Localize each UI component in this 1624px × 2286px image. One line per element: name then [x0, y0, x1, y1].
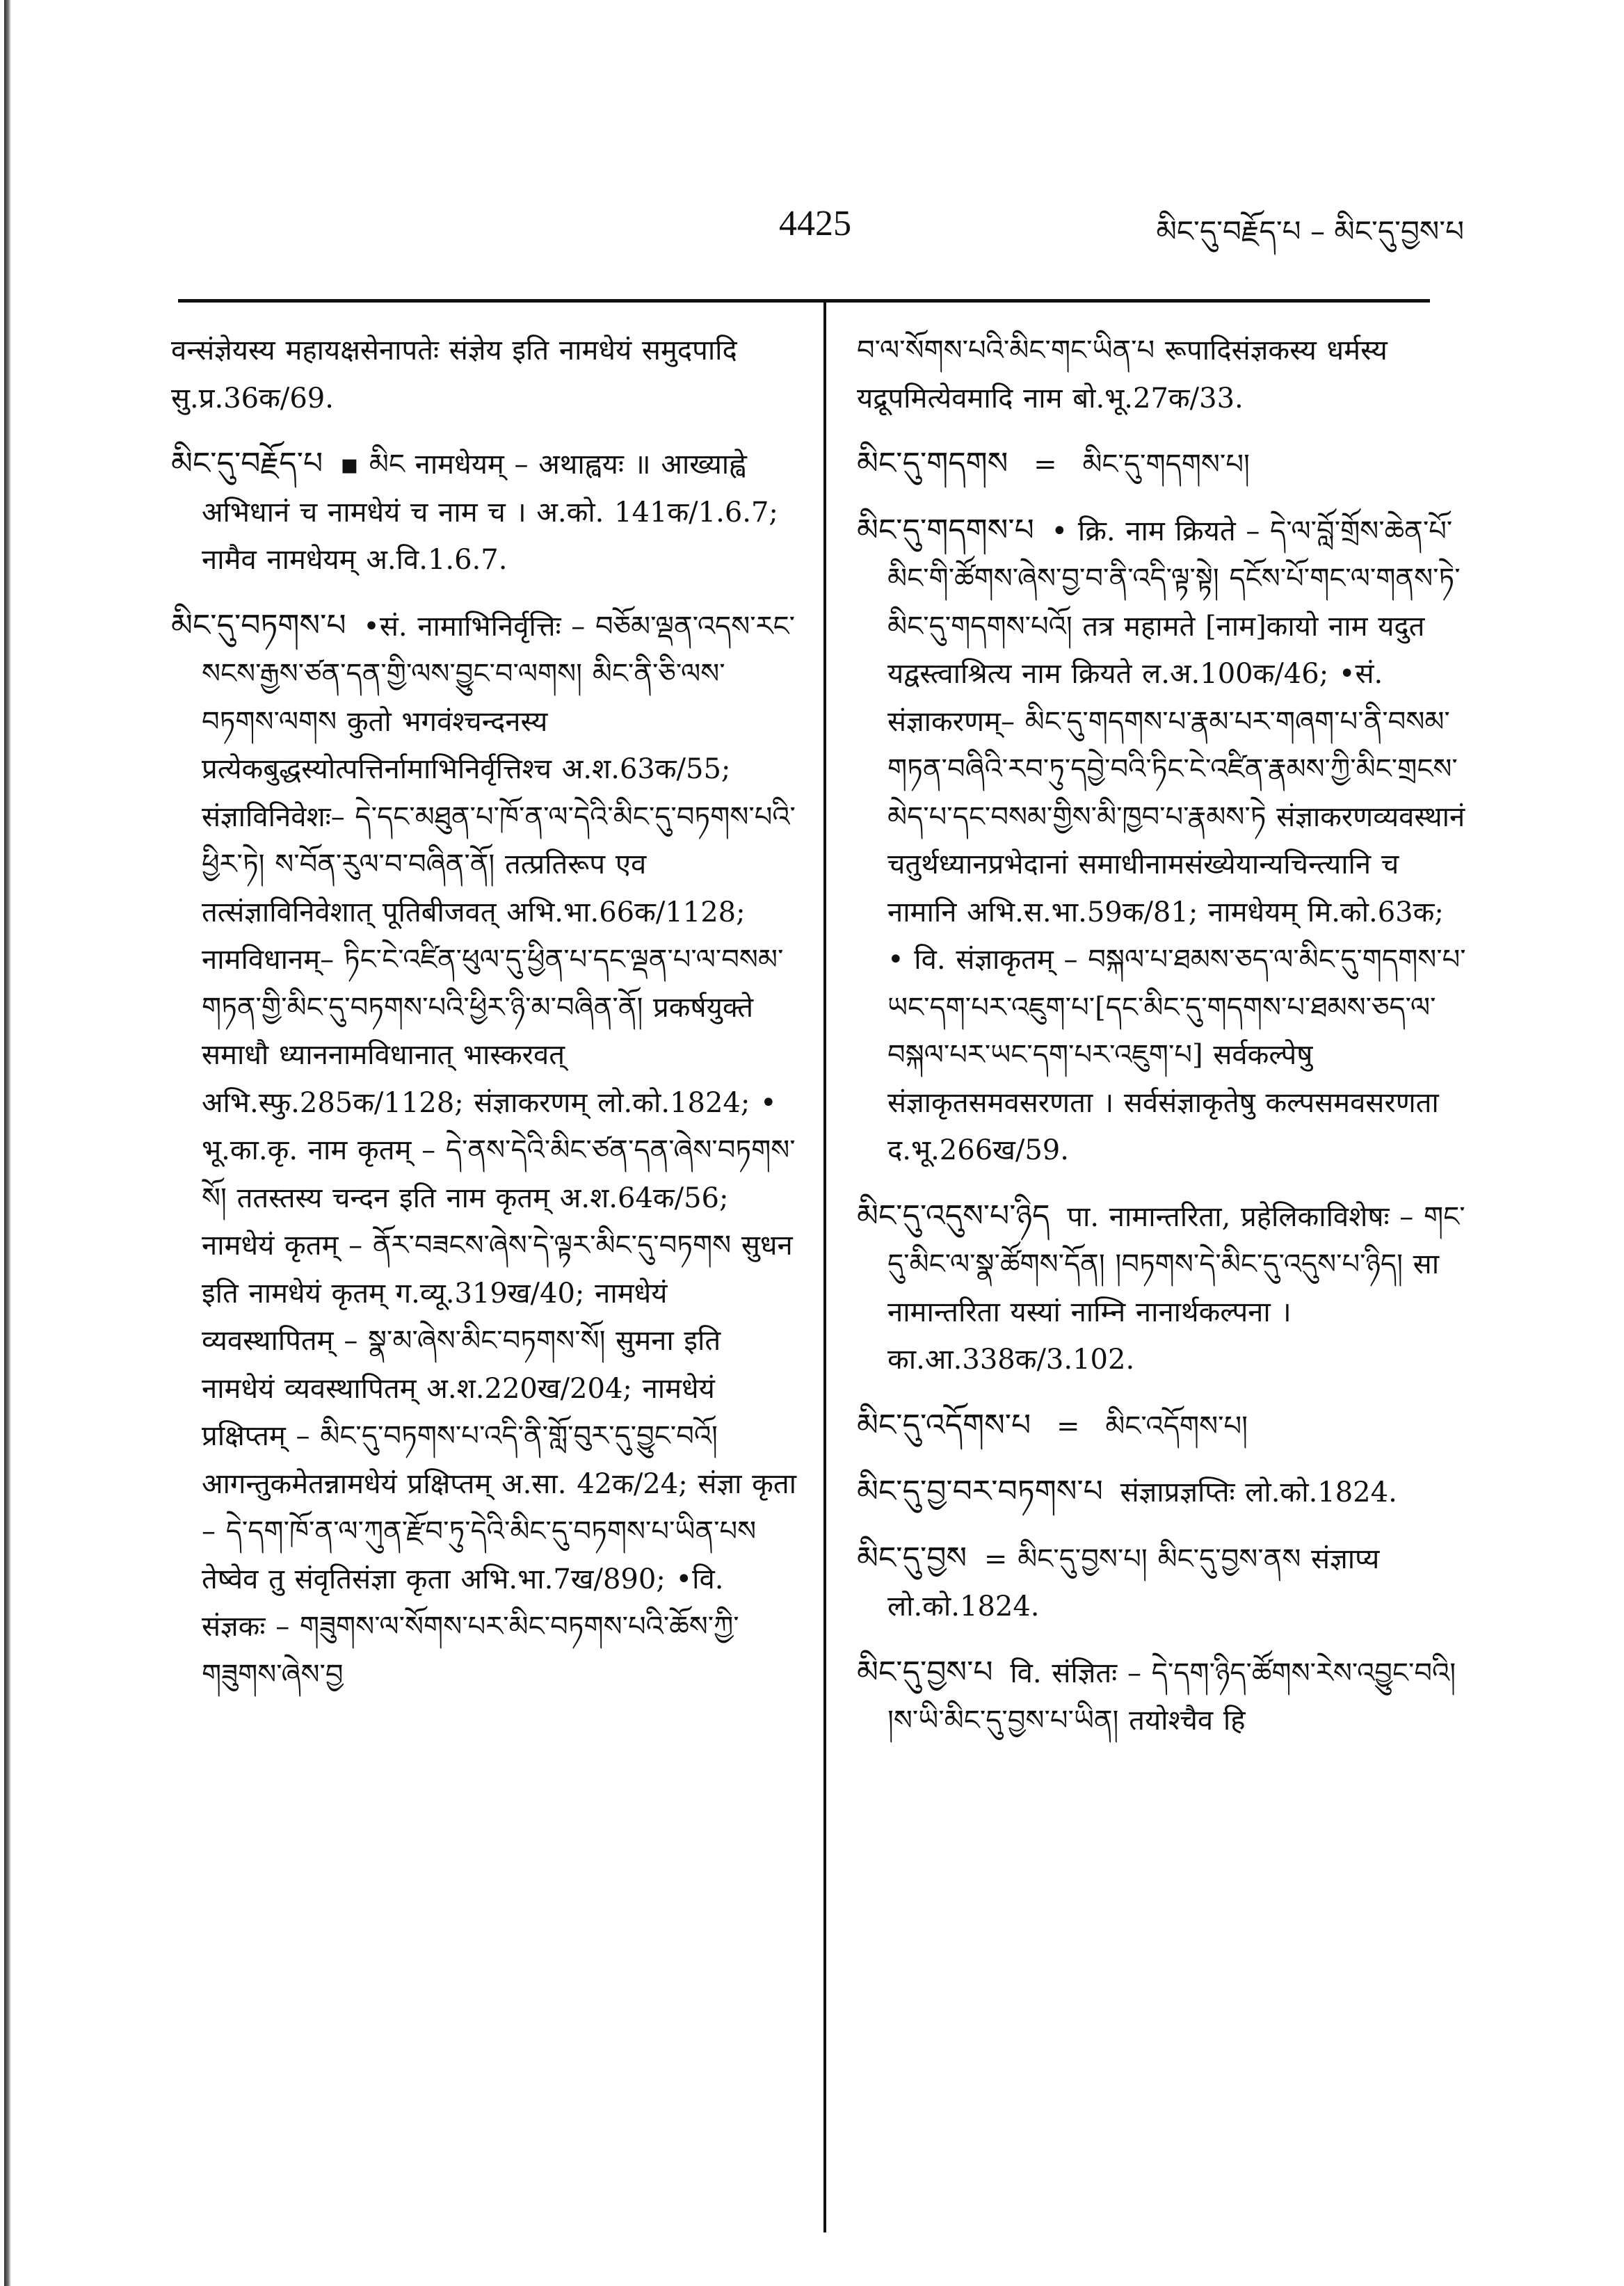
page-binding-edge	[4, 0, 11, 2286]
page-number: 4425	[779, 204, 851, 243]
entry-headword: མིང་དུ་བྱས་པ	[857, 1654, 993, 1690]
entry-headword: མིང་དུ་གདགས་པ	[857, 512, 1034, 548]
entry-text: पा. नामान्तरिता, प्रहेलिकाविशेषः – གང་དུ་མིང་ལ་སྣ་ཚོགས་དོན། །བཏགས་དེ་མིང་དུ་འདུས་པ་ཉིད། सा नामान्तरिता यस्यां नाम्नि नानार्थकल्पना । का.आ.338क/3.102.	[887, 1200, 1465, 1376]
entry-headword: མིང་དུ་འདོགས་པ	[857, 1407, 1031, 1443]
dictionary-entry	[171, 602, 797, 1699]
entry-text: མིང་འདོགས་པ།	[1105, 1410, 1248, 1442]
entry-text: མིང་དུ་གདགས་པ།	[1082, 449, 1250, 481]
entry-text: वन्संज्ञेयस्य महायक्षसेनापतेः संज्ञेय इति नामधेयं समुदपादि सु.प्र.36क/69.	[171, 335, 737, 414]
dictionary-entry-continued	[857, 327, 1469, 422]
dictionary-entry	[857, 1649, 1469, 1745]
dictionary-entry	[857, 507, 1469, 1175]
dictionary-entry-continued	[171, 327, 797, 422]
dictionary-entry	[171, 440, 797, 584]
entry-text: • क्रि. नाम क्रियते – དེ་ལ་བློ་གྲོས་ཆེན་པོ་མིང་གི་ཚོགས་ཞེས་བྱ་བ་ནི་འདི་ལྟ་སྟེ། དངོས་པོ་གང་ལ་གནས་ཏེ་མིང་དུ་གདགས་པའོ། तत्र महामते [नाम]कायो नाम यदुत यद्वस्त्वाश्रित्य नाम क्रियते ल.अ.100क/46; •सं. संज्ञाकरणम्– མིང་དུ་གདགས་པ་རྣམ་པར་གཞག་པ་ནི་བསམ་གཏན་བཞིའི་རབ་ཏུ་དབྱེ་བའི་ཏིང་ངེ་འཛིན་རྣམས་ཀྱི་མིང་གྲངས་མེད་པ་དང་བསམ་གྱིས་མི་ཁྱབ་པ་རྣམས་ཏེ संज्ञाकरणव्यवस्थानं चतुर्थध्यानप्रभेदानां समाधीनामसंख्येयान्यचिन्त्यानि च नामानि अभि.स.भा.59क/81; नामधेयम् मि.को.63क; • वि. संज्ञाकृतम् – བསྐལ་པ་ཐམས་ཅད་ལ་མིང་དུ་གདགས་པ་ཡང་དག་པར་འཇུག་པ་[དང་མིང་དུ་གདགས་པ་ཐམས་ཅད་ལ་བསྐལ་པར་ཡང་དག་པར་འཇུག་པ] सर्वकल्पेषु संज्ञाकृतसमवसरणता । सर्वसंज्ञाकृतेषु कल्पसमवसरणता द.भू.266ख/59.	[887, 515, 1466, 1166]
entry-text: वि. संज्ञितः – དེ་དག་ཉིད་ཚོགས་རེས་འབྱུང་བའི། །ས་ཡི་མིང་དུ་བྱས་པ་ཡིན། तयोश्चैव हि	[887, 1657, 1456, 1737]
entry-text: བ་ལ་སོགས་པའི་མིང་གང་ཡིན་པ रूपादिसंज्ञकस्य धर्मस्य यद्रूपमित्येवमादि नाम बो.भू.27क/33.	[857, 335, 1388, 414]
right-column	[857, 327, 1469, 1763]
column-divider	[823, 299, 826, 2232]
entry-text: संज्ञाप्रज्ञप्तिः लो.को.1824.	[1120, 1476, 1397, 1508]
dictionary-entry	[857, 440, 1469, 489]
entry-headword: མིང་དུ་འདུས་པ་ཉིད	[857, 1198, 1050, 1234]
entry-headword: མིང་དུ་བྱས	[857, 1540, 967, 1576]
page-header	[0, 0, 1624, 278]
dictionary-entry	[857, 1402, 1469, 1451]
left-column	[171, 327, 797, 1716]
cross-reference-sign: =	[1056, 1410, 1080, 1442]
dictionary-entry	[857, 1468, 1469, 1517]
running-head: མིང་དུ་བརྗོད་པ – མིང་དུ་བྱས་པ	[1156, 214, 1464, 248]
entry-headword: མིང་དུ་བཏགས་པ	[171, 607, 346, 643]
entry-text: •सं. नामाभिनिर्वृत्तिः – བཅོམ་ལྡན་འདས་རང་སངས་རྒྱས་ཙན་དན་གྱི་ལས་བྱུང་བ་ལགས། མིང་ནི་ཅི་ལས་བཏགས་ལགས कुतो भगवंश्चन्दनस्य प्रत्येकबुद्धस्योत्पत्तिर्नामाभिनिर्वृत्तिश्च अ.श.63क/55; संज्ञाविनिवेशः– དེ་དང་མཐུན་པ་ཁོ་ན་ལ་དེའི་མིང་དུ་བཏགས་པའི་ཕྱིར་ཏེ། ས་བོན་རུལ་བ་བཞིན་ནོ། तत्प्रतिरूप एव तत्संज्ञाविनिवेशात् पूतिबीजवत् अभि.भा.66क/1128; नामविधानम्– ཏིང་ངེ་འཛིན་ཕུལ་དུ་ཕྱིན་པ་དང་ལྡན་པ་ལ་བསམ་གཏན་གྱི་མིང་དུ་བཏགས་པའི་ཕྱིར་ཉི་མ་བཞིན་ནོ། प्रकर्षयुक्ते समाधौ ध्याननामविधानात् भास्करवत् अभि.स्फु.285क/1128; संज्ञाकरणम् लो.को.1824; • भू.का.कृ. नाम कृतम् – དེ་ནས་དེའི་མིང་ཙན་དན་ཞེས་བཏགས་སོ། ततस्तस्य चन्दन इति नाम कृतम् अ.श.64क/56; नामधेयं कृतम् – ནོར་བཟངས་ཞེས་དེ་ལྟར་མིང་དུ་བཏགས सुधन इति नामधेयं कृतम् ग.व्यू.319ख/40; नामधेयं व्यवस्थापितम् – སྣ་མ་ཞེས་མིང་བཏགས་སོ། सुमना इति नामधेयं व्यवस्थापितम् अ.श.220ख/204; नामधेयं प्रक्षिप्तम् – མིང་དུ་བཏགས་པ་འདི་ནི་གློ་བུར་དུ་བྱུང་བའོ། आगन्तुकमेतन्नामधेयं प्रक्षिप्तम् अ.सा. 42क/24; संज्ञा कृता – དེ་དག་ཁོ་ན་ལ་ཀུན་རྫོབ་ཏུ་དེའི་མིང་དུ་བཏགས་པ་ཡིན་པས तेष्वेव तु संवृतिसंज्ञा कृता अभि.भा.7ख/890; •वि. संज्ञकः – གཟུགས་ལ་སོགས་པར་མིང་བཏགས་པའི་ཆོས་ཀྱི་གཟུགས་ཞེས་བྱ	[202, 610, 797, 1691]
entry-text: = མིང་དུ་བྱས་པ། མིང་དུ་བྱས་ནས संज्ञाप्य लो.को.1824.	[887, 1543, 1380, 1623]
entry-headword: མིང་དུ་གདགས	[857, 446, 1008, 481]
entry-text: ▪ མིང नामधेयम् – अथाह्वयः ॥ आख्याह्वे अभिधानं च नामधेयं च नाम च । अ.को. 141क/1.6.7; नामैव नामधेयम् अ.वि.1.6.7.	[202, 449, 778, 576]
entry-headword: མིང་དུ་བྱ་བར་བཏགས་པ	[857, 1474, 1103, 1509]
dictionary-entry	[857, 1535, 1469, 1631]
cross-reference-sign: =	[1034, 449, 1057, 481]
header-rule	[178, 299, 1430, 303]
entry-headword: མིང་དུ་བརྗོད་པ	[171, 446, 323, 481]
dictionary-entry	[857, 1193, 1469, 1384]
